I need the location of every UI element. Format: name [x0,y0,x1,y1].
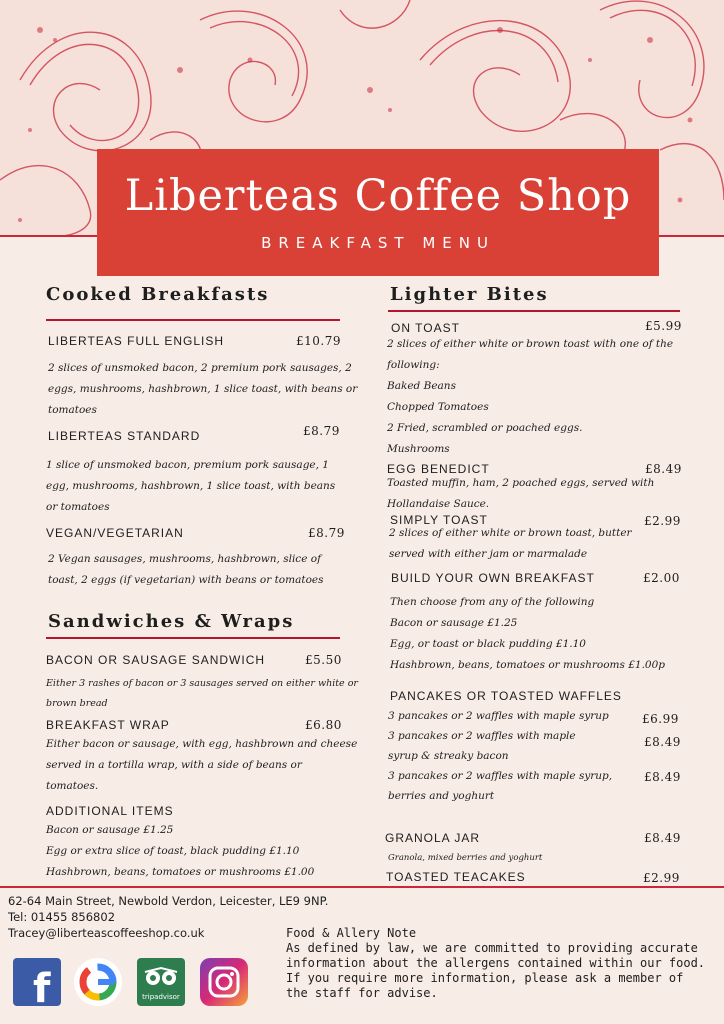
item-on-toast-desc: 2 slices of either white or brown toast with one of the following: Baked Beans Chopped Tomatoes 2 Fried, scrambled or poached eggs. Mushrooms [387,338,674,455]
item-simply-toast-price: £2.99 [644,514,681,528]
item-pancakes-price-3: £8.49 [644,770,681,784]
section-heading-lighter: Lighter Bites [390,284,549,305]
item-breakfast-wrap-name: BREAKFAST WRAP [46,718,170,732]
item-breakfast-wrap-price: £6.80 [305,718,342,732]
item-full-english-name: LIBERTEAS FULL ENGLISH [48,334,225,348]
item-vegan-name: VEGAN/VEGETARIAN [46,526,184,540]
svg-text:tripadvisor: tripadvisor [142,993,180,1001]
item-bacon-sandwich-price: £5.50 [305,653,342,667]
item-full-english-price: £10.79 [296,334,341,348]
section-heading-cooked: Cooked Breakfasts [46,284,270,305]
item-pancakes-price-1: £6.99 [642,712,679,726]
item-vegan-desc: 2 Vegan sausages, mushrooms, hashbrown, slice of toast, 2 eggs (if vegetarian) with beans or tomatoes [48,553,324,586]
svg-text:f: f [33,966,51,1006]
item-egg-benedict-price: £8.49 [645,462,682,476]
section-heading-sandwiches: Sandwiches & Wraps [48,611,295,632]
item-build-your-own-desc: Then choose from any of the following Bacon or sausage £1.25 Egg, or toast or black pudding £1.10 Hashbrown, beans, tomatoes or mushrooms £1.00p [390,596,665,671]
item-standard-name: LIBERTEAS STANDARD [48,429,201,443]
item-vegan-price: £8.79 [308,526,345,540]
telephone: Tel: 01455 856802 [8,910,116,924]
lighter-rule [388,310,680,312]
item-teacakes-price: £2.99 [643,871,680,885]
item-full-english-desc: 2 slices of unsmoked bacon, 2 premium pork sausages, 2 eggs, mushrooms, hashbrown, 1 slice toast, with beans or tomatoes [48,362,358,416]
item-pancakes-price-2: £8.49 [644,735,681,749]
item-pancakes-desc: 3 pancakes or 2 waffles with maple syrup 3 pancakes or 2 waffles with maple syrup & streaky bacon 3 pancakes or 2 waffles with maple syrup, berries and yoghurt [388,710,613,802]
item-on-toast-name: ON TOAST [391,321,460,335]
instagram-icon[interactable] [200,958,248,1006]
item-standard-desc: 1 slice of unsmoked bacon, premium pork sausage, 1 egg, mushrooms, hashbrown, 1 slice toast, with beans or tomatoes [46,459,336,513]
item-granola-name: GRANOLA JAR [385,831,481,845]
item-build-your-own-name: BUILD YOUR OWN BREAKFAST [391,571,595,585]
item-bacon-sandwich-desc: Either 3 rashes of bacon or 3 sausages served on either white or brown bread [46,678,358,709]
item-build-your-own-price: £2.00 [643,571,680,585]
allergy-note-text: As defined by law, we are committed to providing accurate information about the allergens contained within our food. If you require more information, please ask a member of the staff for advise. [286,941,706,1000]
address: 62-64 Main Street, Newbold Verdon, Leicester, LE9 9NP. [8,894,329,908]
additional-items-heading: ADDITIONAL ITEMS [46,804,174,818]
item-pancakes-name: PANCAKES OR TOASTED WAFFLES [390,689,622,703]
contact-block [8,893,328,941]
item-teacakes-name: TOASTED TEACAKES [386,870,526,884]
email-link[interactable]: Tracey@liberteascoffeeshop.co.uk [8,926,205,940]
shop-title: Liberteas Coffee Shop [124,171,632,221]
google-icon[interactable] [74,958,122,1006]
item-egg-benedict-name: EGG BENEDICT [387,462,490,476]
item-simply-toast-name: SIMPLY TOAST [390,513,488,527]
additional-items-desc: Bacon or sausage £1.25 Egg or extra slice of toast, black pudding £1.10 Hashbrown, beans, tomatoes or mushrooms £1.00 [46,824,315,878]
item-simply-toast-desc: 2 slices of either white or brown toast, butter served with either jam or marmalade [389,527,632,560]
item-egg-benedict-desc: Toasted muffin, ham, 2 poached eggs, served with Hollandaise Sauce. [387,477,655,510]
item-granola-desc: Granola, mixed berries and yoghurt [388,853,543,863]
menu-subtitle: BREAKFAST MENU [261,234,495,252]
allergy-note-title: Food & Allery Note [286,926,417,940]
item-bacon-sandwich-name: BACON OR SAUSAGE SANDWICH [46,653,266,667]
footer-divider [0,886,724,888]
cooked-rule [46,319,340,321]
allergy-note [286,926,706,1001]
item-breakfast-wrap-desc: Either bacon or sausage, with egg, hashbrown and cheese served in a tortilla wrap, with a side of beans or tomatoes. [46,738,358,792]
item-granola-price: £8.49 [644,831,681,845]
title-banner [97,149,659,276]
sandwiches-rule [46,637,340,639]
tripadvisor-icon[interactable] [137,958,185,1006]
item-standard-price: £8.79 [303,424,340,438]
item-on-toast-price: £5.99 [645,319,682,333]
facebook-icon[interactable] [13,958,61,1006]
